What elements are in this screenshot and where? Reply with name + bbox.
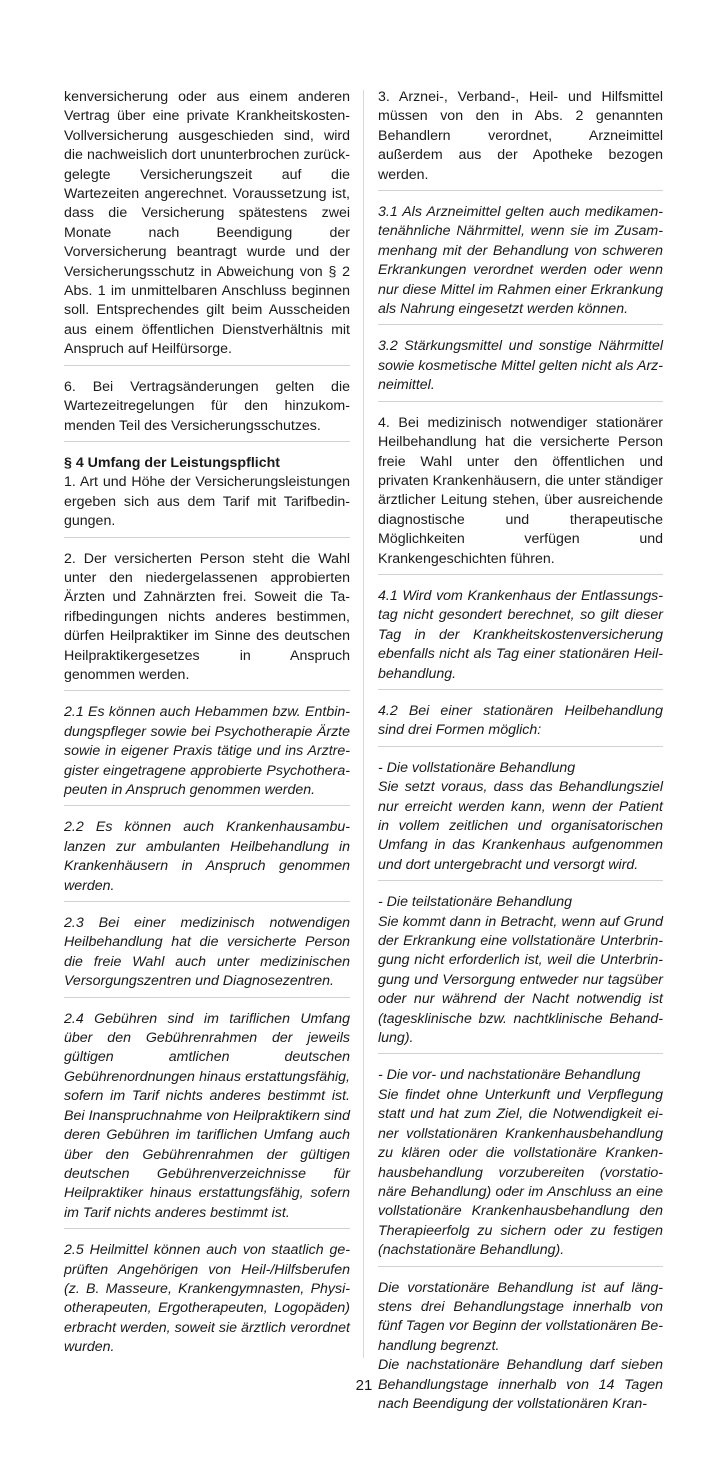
paragraph-3-2: 3.2 Stärkungsmittel und sonstige Nährmittel sowie kosmetische Mittel gelten nicht als Arzneimittel. [378,337,663,401]
inpatient-partial-title: - Die teilstationäre Behandlung [378,894,573,911]
section-4-block [64,454,350,538]
paragraph-2-1: 2.1 Es können auch Hebammen bzw. Entbindungspfleger sowie bei Psychotherapie Ärzte sowie in eigener Praxis tätige und ins Arztregister eingetragene approbierte Psychotherapeuten in Anspruch genommen werden. [64,703,350,806]
paragraph-2-3: 2.3 Bei einer medizinisch notwendigen Heilbehandlung hat die versicherte Person die freie Wahl auch unter medizinischen Versorgungszentren und Diagnosezentren. [64,914,350,998]
paragraph-3-1: 3.1 Als Arzneimittel gelten auch medikamentenähnliche Nährmittel, wenn sie im Zusammenhang mit der Behandlung von schweren Erkrankungen verordnet werden oder wenn nur diese Mittel im Rahmen einer Erkrankung als Nahrung eingesetzt werden können. [378,203,663,325]
paragraph-4-hospital: 4. Bei medizinisch notwendiger stationärer Heilbehandlung hat die versicherte Person freie Wahl unter den öffentlichen und privaten Krankenhäusern, die unter ständiger ärztlicher Leitung stehen, über ausreichende diagnostische und therapeutische Möglichkeiten verfügen und Krankengeschichten führen. [378,414,663,575]
inpatient-full-title: - Die vollstationäre Behandlung [378,759,576,776]
paragraph-contract-changes: 6. Bei Vertragsänderungen gelten die Wartezeitregelungen für den hinzukommenden Teil des Versicherungsschutzes. [64,378,350,442]
paragraph-2-5: 2.5 Heilmittel können auch von staatlich geprüften Angehörigen von Heil-/Hilfsberufen (z. B. Masseure, Krankengymnasten, Physiotherapeuten, Ergotherapeuten, Logopäden) erbracht werden, soweit sie ärztlich verordnet wurden. [64,1242,350,1356]
right-column [378,88,663,1431]
pre-post-inpatient-body: Sie findet ohne Unterkunft und Verpflegung statt und hat zum Ziel, die Notwendigkeit einer vollstationären Krankenhausbehandlung zu klären oder die vollstationäre Krankenhausbehandlung vorzubereiten (vorstationäre Behandlung) oder im Anschluss an eine vollstationäre Krankenhausbehandlung den Therapieerfolg zu sichern oder zu festigen (nachstationäre Behandlung). [378,1086,663,1259]
page-number: 21 [355,1377,373,1394]
paragraph-3-medicines: 3. Arznei-, Verband-, Heil- und Hilfsmittel müssen von den in Abs. 2 genannten Behandlern verordnet, Arzneimittel außerdem aus der Apotheke bezogen werden. [378,88,663,191]
pre-post-inpatient-title: - Die vor- und nachstationäre Behandlung [378,1067,641,1084]
paragraph-prior-insurance: kenversicherung oder aus einem anderen Vertrag über eine private Krankheitskosten-Vollversicherung ausgeschieden sind, wird die nachweislich dort ununterbrochen zurückgelegte Versicherungszeit auf die Wartezeiten angerechnet. Voraussetzung ist, dass die Versicherung spätestens zwei Monate nach Beendigung der Vorversicherung beantragt wurde und der Versicherungsschutz in Abweichung von § 2 Abs. 1 im unmittelbaren Anschluss beginnen soll. Entsprechendes gilt beim Ausscheiden aus einem öffentlichen Dienstverhältnis mit Anspruch auf Heilfürsorge. [64,88,350,366]
paragraph-4-1: 4.1 Wird vom Krankenhaus der Entlassungstag nicht gesondert berechnet, so gilt dieser Tag in der Krankheitskostenversicherung ebenfalls nicht als Tag einer stationären Heilbehandlung. [378,587,663,690]
left-column [64,88,350,1375]
pre-post-inpatient-block [378,1066,663,1266]
inpatient-partial-body: Sie kommt dann in Betracht, wenn auf Grund der Erkrankung eine vollstationäre Unterbringung nicht erforderlich ist, weil die Unterbringung und Versorgung entweder nur tagsüber oder nur während der Nacht notwendig ist (tagesklinische bzw. nachtklinische Behandlung). [378,913,663,1047]
inpatient-partial-block [378,893,663,1054]
paragraph-free-choice-doctors: 2. Der versicherten Person steht die Wahl unter den niedergelassenen approbierten Ärzten und Zahnärzten frei. Soweit die Tarifbedingungen nichts anderes bestimmen, dürfen Heilpraktiker im Sinne des deutschen Heilpraktikergesetzes in Anspruch genommen werden. [64,550,350,692]
section-heading: § 4 Umfang der Leistungspflicht [64,454,280,471]
inpatient-full-body: Sie setzt voraus, dass das Behandlungsziel nur erreicht werden kann, wenn der Patient in vollem zeitlichen und organisatorischen Umfang in das Krankenhaus aufgenommen und dort untergebracht und versorgt wird. [378,779,663,873]
paragraph-2-4: 2.4 Gebühren sind im tariflichen Umfang über den Gebührenrahmen der jeweils gültigen amtlichen deutschen Gebührenordnungen hinaus erstattungsfähig, sofern im Tarif nichts anderes bestimmt ist. Bei Inanspruchnahme von Heilpraktikern sind deren Gebühren im tariflichen Umfang auch über den Gebührenrahmen der gültigen deutschen Gebührenverzeichnisse für Heilpraktiker hinaus erstattungsfähig, sofern im Tarif nichts anderes bestimmt ist. [64,1010,350,1229]
paragraph-post-inpatient-limit: Die nachstationäre Behandlung darf sieben Behandlungstage innerhalb von 14 Tagen nach Beendigung der vollstationären Kran- [378,1357,663,1412]
paragraph-2-2: 2.2 Es können auch Krankenhausambulanzen zur ambulanten Heilbehandlung in Krankenhäusern in Anspruch genommen werden. [64,818,350,902]
paragraph-pre-inpatient-limit: Die vorstationäre Behandlung ist auf längstens drei Behandlungstage innerhalb von fünf Tagen vor Beginn der vollstationären Behandlung begrenzt. [378,1279,663,1354]
paragraph-type-and-amount: 1. Art und Höhe der Versicherungsleistungen ergeben sich aus dem Tarif mit Tarifbedingungen. [64,474,350,530]
inpatient-full-block [378,759,663,881]
paragraph-4-2: 4.2 Bei einer stationären Heilbehandlung sind drei Formen möglich: [378,702,663,747]
